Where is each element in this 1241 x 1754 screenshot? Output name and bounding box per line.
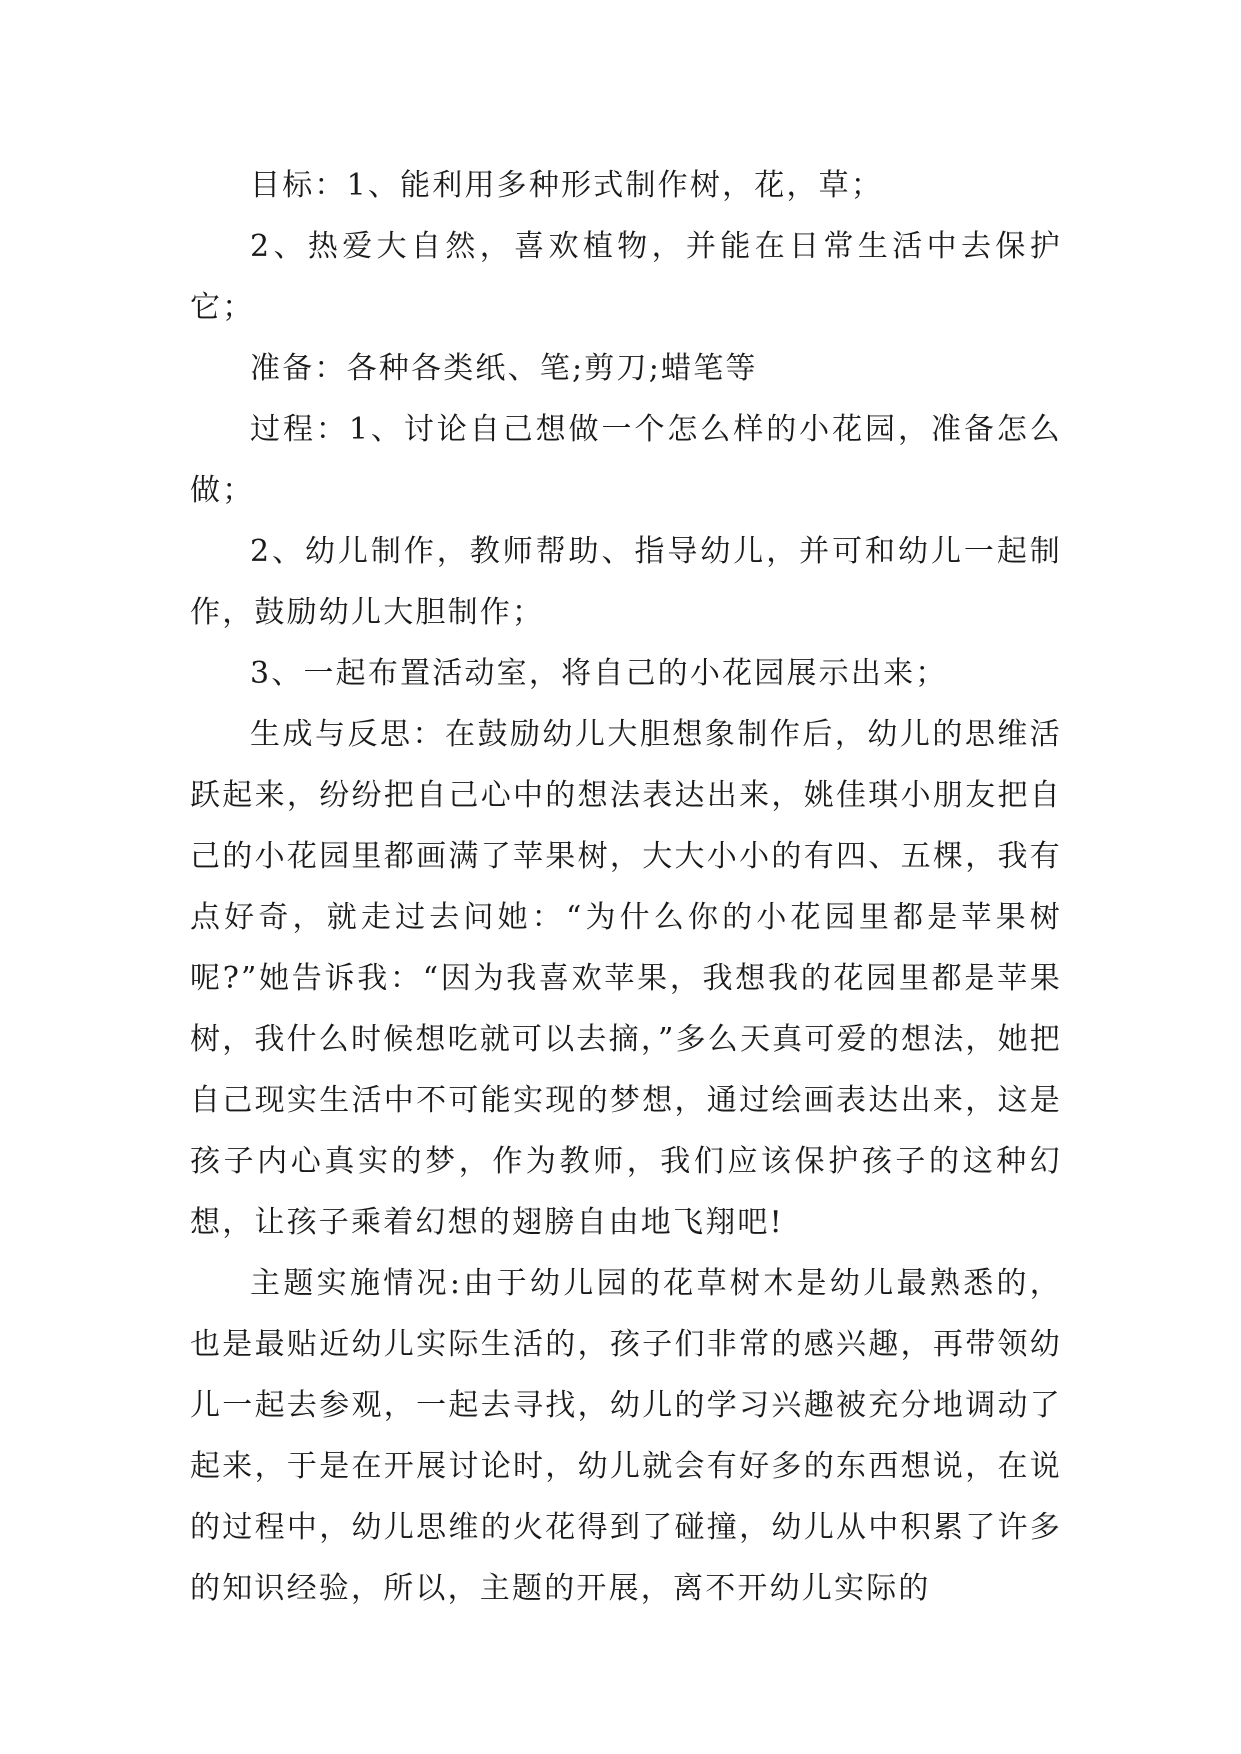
paragraph-reflection: 生成与反思：在鼓励幼儿大胆想象制作后，幼儿的思维活跃起来，纷纷把自己心中的想法表达出来，姚佳琪小朋友把自己的小花园里都画满了苹果树，大大小小的有四、五棵，我有点好奇，就走过去问她：“为什么你的小花园里都是苹果树呢?”她告诉我：“因为我喜欢苹果，我想我的花园里都是苹果树，我什么时候想吃就可以去摘，”多么天真可爱的想法，她把自己现实生活中不可能实现的梦想，通过绘画表达出来，这是孩子内心真实的梦，作为教师，我们应该保护孩子的这种幻想，让孩子乘着幻想的翅膀自由地飞翔吧! [190, 717, 1062, 1240]
paragraph-goal: 目标：1、能利用多种形式制作树，花，草； [250, 168, 884, 203]
paragraph-goal-2: 2、热爱大自然，喜欢植物，并能在日常生活中去保护它； [190, 229, 1062, 325]
document-page [190, 155, 1062, 1619]
paragraph-process-2: 2、幼儿制作，教师帮助、指导幼儿，并可和幼儿一起制作，鼓励幼儿大胆制作； [190, 534, 1062, 630]
paragraph-preparation: 准备：各种各类纸、笔;剪刀;蜡笔等 [250, 351, 758, 386]
paragraph-process-3: 3、一起布置活动室，将自己的小花园展示出来； [250, 656, 948, 691]
paragraph-implementation: 主题实施情况:由于幼儿园的花草树木是幼儿最熟悉的，也是最贴近幼儿实际生活的，孩子们非常的感兴趣，再带领幼儿一起去参观，一起去寻找，幼儿的学习兴趣被充分地调动了起来，于是在开展讨论时，幼儿就会有好多的东西想说，在说的过程中，幼儿思维的火花得到了碰撞，幼儿从中积累了许多的知识经验，所以，主题的开展，离不开幼儿实际的 [190, 1266, 1062, 1606]
paragraph-process-1: 过程：1、讨论自己想做一个怎么样的小花园，准备怎么做； [190, 412, 1062, 508]
